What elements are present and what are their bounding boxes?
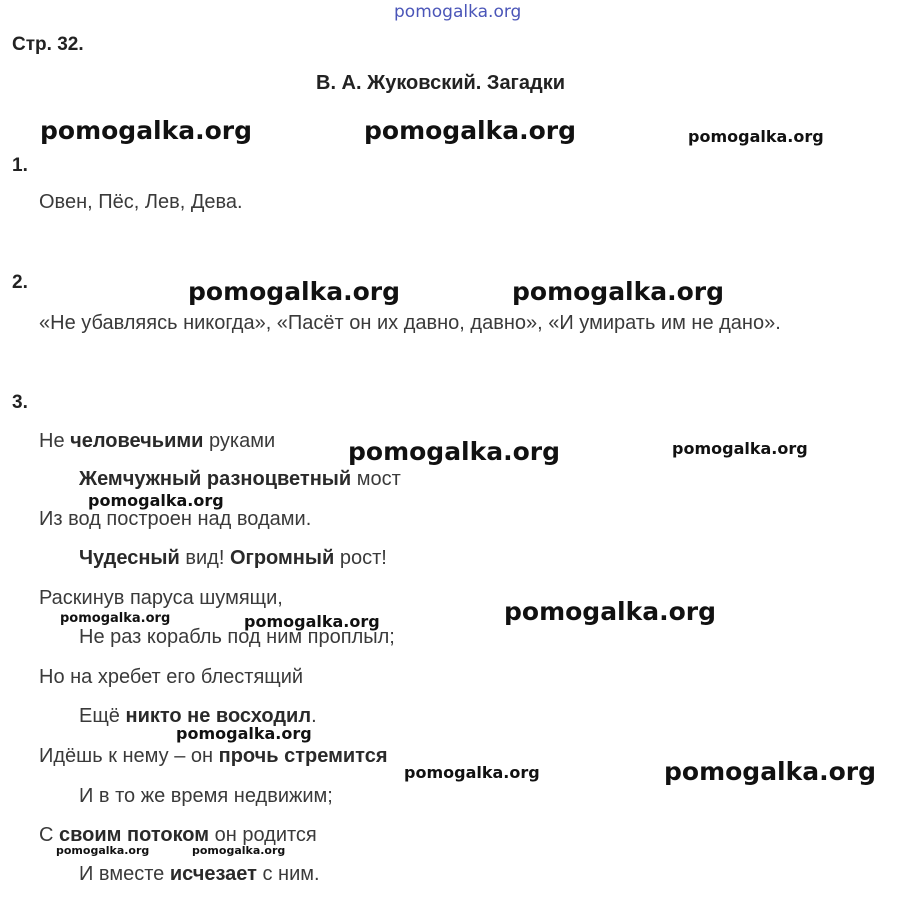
poem-line-10: И в то же время недвижим;	[79, 785, 333, 807]
watermark: pomogalka.org	[244, 612, 380, 631]
page-label: Стр. 32.	[12, 34, 84, 55]
poem-line-8: Ещё никто не восходил.	[79, 705, 317, 727]
watermark: pomogalka.org	[60, 611, 171, 626]
poem-line-5: Раскинув паруса шумящи,	[39, 587, 283, 609]
answer-1: Овен, Пёс, Лев, Дева.	[39, 191, 243, 213]
poem-line-4: Чудесный вид! Огромный рост!	[79, 547, 387, 569]
watermark: pomogalka.org	[40, 116, 253, 145]
poem-line-1: Не человечьими руками	[39, 430, 276, 452]
watermark: pomogalka.org	[88, 491, 224, 510]
watermark: pomogalka.org	[56, 844, 150, 857]
poem-line-12: И вместе исчезает с ним.	[79, 863, 320, 885]
poem-line-6: Не раз корабль под ним проплыл;	[79, 626, 395, 648]
poem-line-7: Но на хребет его блестящий	[39, 666, 304, 688]
watermark: pomogalka.org	[192, 844, 286, 857]
watermark: pomogalka.org	[348, 437, 561, 466]
top-site-watermark: pomogalka.org	[394, 2, 522, 22]
watermark: pomogalka.org	[664, 757, 877, 786]
poem-line-9: Идёшь к нему – он прочь стремится	[39, 745, 388, 767]
watermark: pomogalka.org	[364, 116, 577, 145]
page-title: В. А. Жуковский. Загадки	[316, 72, 566, 94]
watermark: pomogalka.org	[512, 277, 725, 306]
answer-2: «Не убавляясь никогда», «Пасёт он их давно, давно», «И умирать им не дано».	[39, 312, 781, 334]
question-number-2: 2.	[12, 272, 28, 293]
watermark: pomogalka.org	[404, 763, 540, 782]
poem-line-3: Из вод построен над водами.	[39, 508, 312, 530]
watermark: pomogalka.org	[688, 127, 824, 146]
watermark: pomogalka.org	[188, 277, 401, 306]
poem-line-2: Жемчужный разноцветный мост	[79, 468, 401, 490]
poem-line-11: С своим потоком он родится	[39, 824, 317, 846]
question-number-3: 3.	[12, 392, 28, 413]
watermark: pomogalka.org	[504, 597, 717, 626]
watermark: pomogalka.org	[672, 439, 808, 458]
question-number-1: 1.	[12, 155, 28, 176]
watermark: pomogalka.org	[176, 724, 312, 743]
